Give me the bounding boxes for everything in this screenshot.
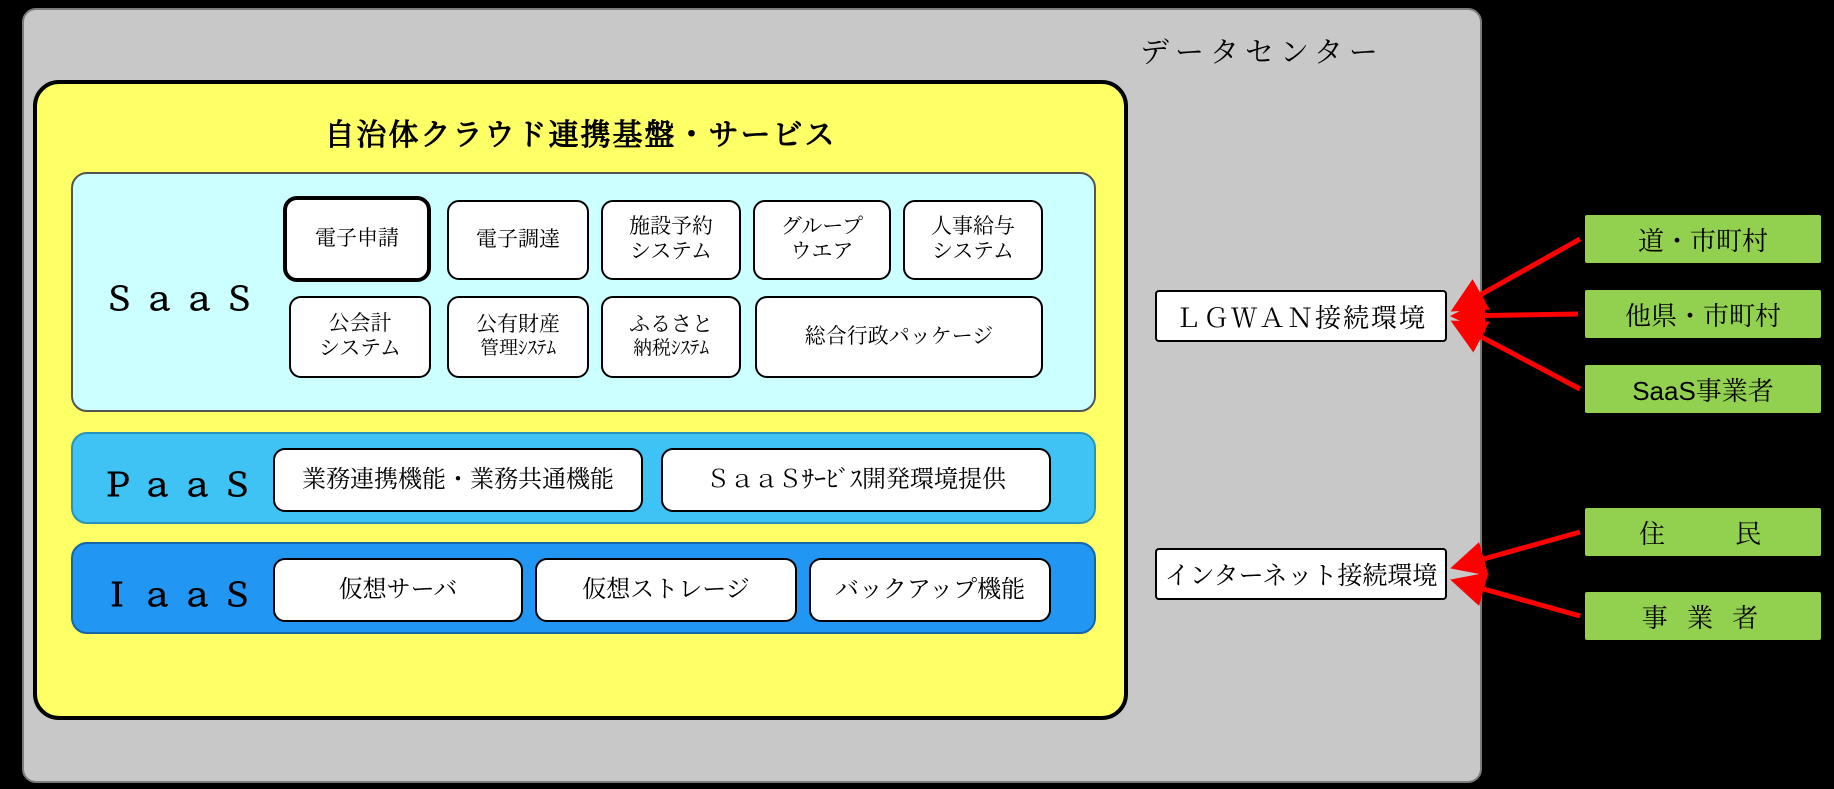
actor-jumin[interactable] <box>1583 506 1823 558</box>
actor-saas-jigyosha[interactable] <box>1583 363 1823 415</box>
saas-item-koyu-zaisan[interactable] <box>447 296 589 378</box>
saas-item-denshi-shinsei[interactable] <box>283 196 431 282</box>
actor-label: SaaS事業者 <box>1632 375 1774 406</box>
saas-item-shisetsu-yoyaku[interactable] <box>601 200 741 280</box>
actor-jigyosha[interactable] <box>1583 590 1823 642</box>
saas-layer-label: ＳａａＳ <box>103 281 264 317</box>
internet-connection-label: インターネット接続環境 <box>1164 562 1438 590</box>
chip-line2: システム <box>319 337 401 360</box>
platform-title: 自治体クラウド連携基盤・サービス <box>324 119 837 152</box>
actor-taken-shichoson[interactable] <box>1583 288 1823 340</box>
saas-item-groupware[interactable] <box>753 200 891 280</box>
chip-line1: ふるさと <box>629 313 713 337</box>
chip-line1: 仮想サーバ <box>338 575 458 603</box>
chip-line2: システム <box>932 240 1014 263</box>
iaas-layer-label: ＩａａＳ <box>101 577 262 613</box>
chip-line1: 電子申請 <box>315 226 399 250</box>
saas-item-furusato-nozei[interactable] <box>601 296 741 378</box>
actor-label: 住 民 <box>1638 518 1767 549</box>
lgwan-connection-label: ＬＧＷＡＮ接続環境 <box>1174 302 1427 333</box>
iaas-item-backup[interactable] <box>809 558 1051 622</box>
chip-line2: 納税ｼｽﾃﾑ <box>632 338 709 360</box>
chip-line1: 仮想ストレージ <box>582 575 750 603</box>
chip-line2: 管理ｼｽﾃﾑ <box>479 338 556 360</box>
lgwan-connection-box[interactable] <box>1155 290 1447 342</box>
paas-layer-label: ＰａａＳ <box>101 467 262 503</box>
chip-line1: 業務連携機能・業務共通機能 <box>302 465 614 493</box>
actor-label: 他県・市町村 <box>1624 300 1781 331</box>
actor-label: 事 業 者 <box>1641 602 1765 633</box>
cloud-platform-box <box>33 80 1128 720</box>
saas-item-jinji-kyuyo[interactable] <box>903 200 1043 280</box>
chip-line1: 人事給与 <box>931 215 1015 239</box>
iaas-item-kaso-storage[interactable] <box>535 558 797 622</box>
chip-line1: 公有財産 <box>476 313 560 337</box>
saas-layer <box>71 172 1096 412</box>
chip-line1: ＳａａＳｻｰﾋﾞｽ開発環境提供 <box>706 465 1006 493</box>
chip-line2: システム <box>630 240 712 263</box>
chip-line1: 施設予約 <box>629 215 713 239</box>
paas-item-gyomu-renkei[interactable] <box>273 448 643 512</box>
chip-line1: バックアップ機能 <box>834 575 1026 603</box>
saas-item-sogo-gyosei-package[interactable] <box>755 296 1043 378</box>
actor-label: 道・市町村 <box>1637 225 1768 256</box>
iaas-layer <box>71 542 1096 634</box>
paas-item-saas-kaihatsu-kankyo[interactable] <box>661 448 1051 512</box>
chip-line2: ウエア <box>790 240 854 263</box>
saas-item-denshi-chotatsu[interactable] <box>447 200 589 280</box>
saas-item-kokaikei[interactable] <box>289 296 431 378</box>
chip-line1: 電子調達 <box>476 227 560 251</box>
chip-line1: グループ <box>780 215 864 239</box>
actor-do-shichoson[interactable] <box>1583 213 1823 265</box>
iaas-item-kaso-server[interactable] <box>273 558 523 622</box>
internet-connection-box[interactable] <box>1155 548 1447 600</box>
datacenter-label: データセンター <box>1140 37 1384 69</box>
paas-layer <box>71 432 1096 524</box>
chip-line1: 公会計 <box>328 312 392 336</box>
chip-line1: 総合行政パッケージ <box>804 324 994 348</box>
